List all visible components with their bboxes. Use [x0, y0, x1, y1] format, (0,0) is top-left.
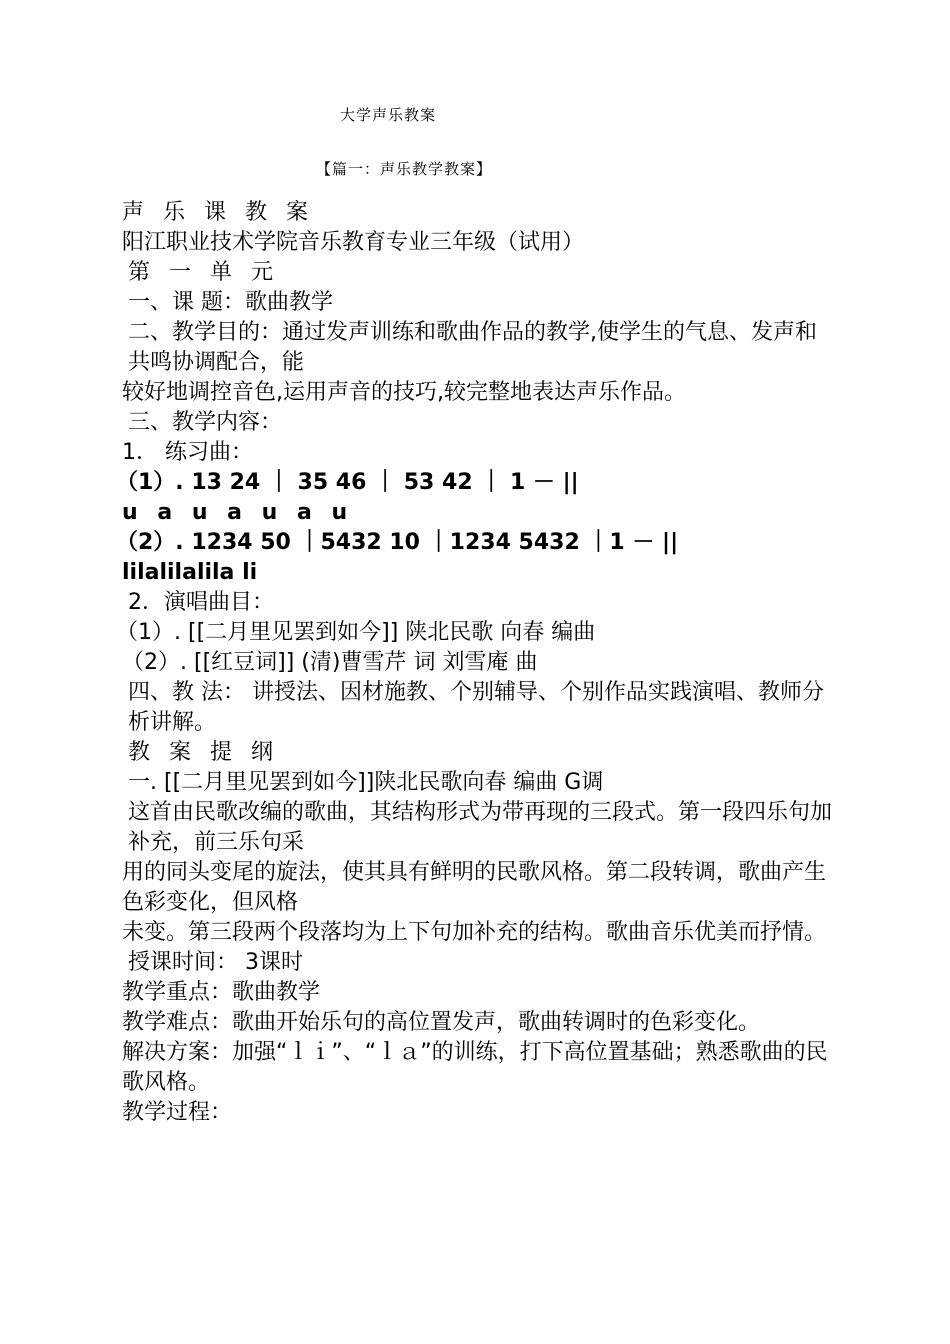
key-point-line: 教学重点：歌曲教学	[122, 980, 321, 1005]
document-subtitle: 【篇一：声乐教学教案】	[316, 160, 493, 178]
document-body	[116, 198, 836, 1128]
solution-line: 解决方案：加强“ｌｉ”、“ｌａ”的训练，打下高位置基础；熟悉歌曲的民歌风格。	[122, 1040, 828, 1095]
exercise-heading: 1． 练习曲：	[122, 440, 253, 465]
exercise-2-syllables: lilalilalila li	[122, 560, 258, 585]
objective-line: 二、教学目的：通过发声训练和歌曲作品的教学,使学生的气息、发声和共鸣协调配合，能	[128, 320, 817, 375]
institution-line: 阳江职业技术学院音乐教育专业三年级（试用）	[122, 230, 585, 255]
exercise-1-notation: （1）. 13 24 ｜ 35 46 ｜ 53 42 ｜ 1 － ||	[116, 470, 579, 495]
song-title-line: 一. [[二月里见罢到如今]]陕北民歌向春 编曲 G调	[128, 770, 604, 795]
process-heading: 教学过程：	[122, 1100, 233, 1125]
analysis-paragraph-1: 这首由民歌改编的歌曲，其结构形式为带再现的三段式。第一段四乐句加补充，前三乐句采	[128, 800, 833, 855]
outline-heading: 教 案 提 纲	[128, 740, 279, 765]
class-hours-line: 授课时间： 3课时	[128, 950, 303, 975]
analysis-paragraph-2: 用的同头变尾的旋法，使其具有鲜明的民歌风格。第二段转调，歌曲产生色彩变化，但风格	[122, 860, 827, 915]
repertoire-heading: 2．演唱曲目：	[128, 590, 274, 615]
exercise-2-notation: （2）. 1234 50 ｜5432 10 ｜1234 5432 ｜1 － ||	[116, 530, 679, 555]
exercise-1-syllables: u a u a u a u	[122, 500, 354, 525]
repertoire-item-2: （2）. [[红豆词]] (清)曹雪芹 词 刘雪庵 曲	[122, 650, 538, 675]
analysis-paragraph-3: 未变。第三段两个段落均为上下句加补充的结构。歌曲音乐优美而抒情。	[122, 920, 827, 945]
content-heading: 三、教学内容：	[128, 410, 283, 435]
document-title: 大学声乐教案	[340, 106, 437, 124]
unit-heading: 第 一 单 元	[128, 260, 279, 285]
lesson-plan-heading: 声 乐 课 教 案	[122, 200, 314, 225]
teaching-method-line: 四、教 法： 讲授法、因材施教、个别辅导、个别作品实践演唱、教师分析讲解。	[128, 680, 824, 735]
topic-line: 一、课 题：歌曲教学	[128, 290, 333, 315]
objective-continuation: 较好地调控音色,运用声音的技巧,较完整地表达声乐作品。	[122, 380, 686, 405]
repertoire-item-1: （1）. [[二月里见罢到如今]] 陕北民歌 向春 编曲	[116, 620, 596, 645]
difficulty-line: 教学难点：歌曲开始乐句的高位置发声，歌曲转调时的色彩变化。	[122, 1010, 761, 1035]
